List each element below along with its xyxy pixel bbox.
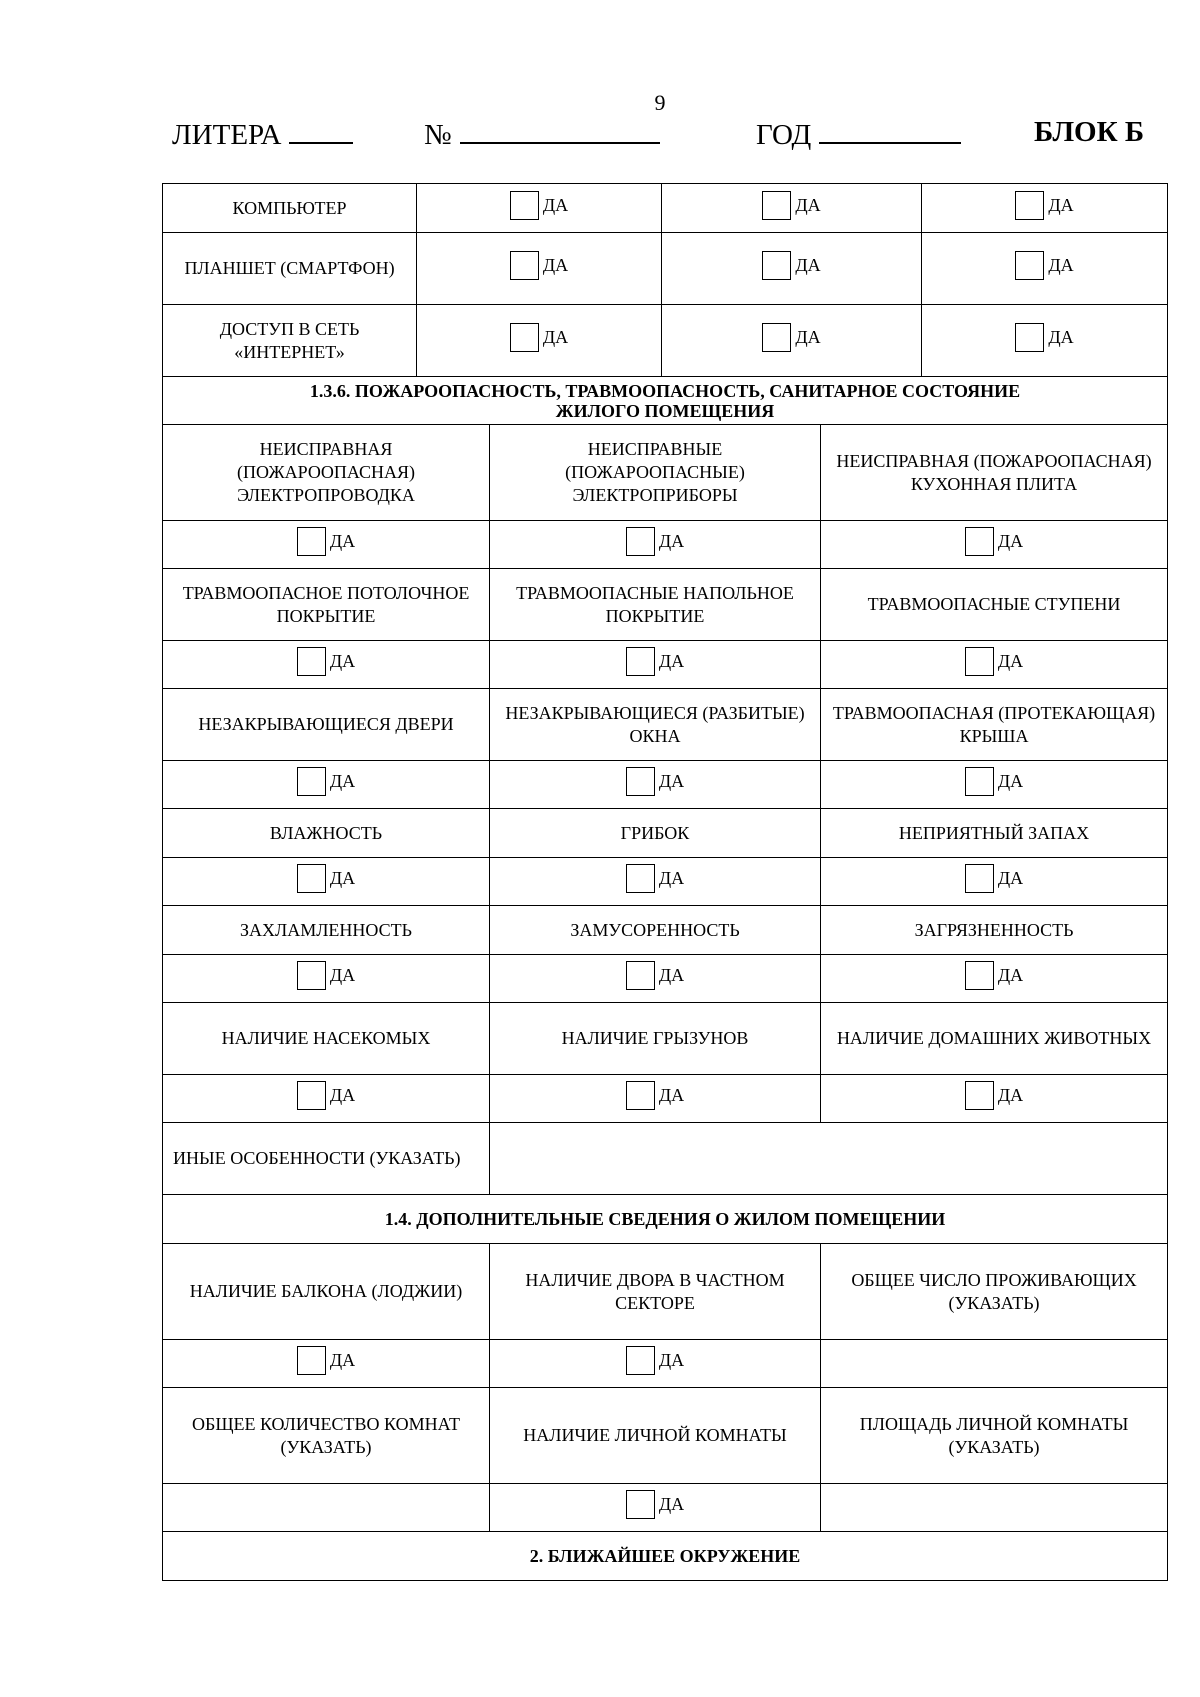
condition-label: НЕИСПРАВНАЯ (ПОЖАРООПАСНАЯ) КУХОННАЯ ПЛИТА bbox=[821, 425, 1168, 521]
yes-checkbox[interactable]: ДА bbox=[965, 767, 1023, 796]
yes-checkbox[interactable]: ДА bbox=[762, 323, 820, 352]
condition-label: ТРАВМООПАСНЫЕ СТУПЕНИ bbox=[821, 569, 1168, 641]
yes-checkbox[interactable]: ДА bbox=[965, 864, 1023, 893]
yes-checkbox[interactable]: ДА bbox=[965, 527, 1023, 556]
yes-checkbox[interactable]: ДА bbox=[965, 961, 1023, 990]
residents-count-field[interactable] bbox=[821, 1340, 1168, 1388]
table-row bbox=[163, 858, 1168, 906]
yes-checkbox[interactable]: ДА bbox=[626, 1490, 684, 1519]
table-row bbox=[163, 906, 1168, 955]
yes-checkbox[interactable]: ДА bbox=[297, 864, 355, 893]
number-field[interactable] bbox=[424, 116, 660, 152]
table-row bbox=[163, 1075, 1168, 1123]
table-row bbox=[163, 425, 1168, 521]
yes-checkbox[interactable]: ДА bbox=[510, 191, 568, 220]
table-row bbox=[163, 184, 1168, 233]
yes-checkbox[interactable]: ДА bbox=[965, 647, 1023, 676]
block-label: БЛОК Б bbox=[1034, 116, 1145, 148]
section-title-row bbox=[163, 1195, 1168, 1244]
yes-checkbox[interactable]: ДА bbox=[297, 647, 355, 676]
section-136-title: 1.3.6. ПОЖАРООПАСНОСТЬ, ТРАВМООПАСНОСТЬ, САНИТАРНОЕ СОСТОЯНИЕ ЖИЛОГО ПОМЕЩЕНИЯ bbox=[163, 377, 1168, 425]
condition-label: НАЛИЧИЕ ГРЫЗУНОВ bbox=[490, 1003, 821, 1075]
yes-checkbox[interactable]: ДА bbox=[297, 767, 355, 796]
yes-checkbox[interactable]: ДА bbox=[965, 1081, 1023, 1110]
number-label: № bbox=[424, 119, 452, 151]
condition-label: НЕЗАКРЫВАЮЩИЕСЯ (РАЗБИТЫЕ) ОКНА bbox=[490, 689, 821, 761]
yes-checkbox[interactable]: ДА bbox=[626, 961, 684, 990]
table-row bbox=[163, 761, 1168, 809]
yes-checkbox[interactable]: ДА bbox=[626, 527, 684, 556]
table-row bbox=[163, 1003, 1168, 1075]
condition-label: ВЛАЖНОСТЬ bbox=[163, 809, 490, 858]
year-line[interactable] bbox=[819, 116, 961, 144]
room-area-field[interactable] bbox=[821, 1484, 1168, 1532]
section-14-title: 1.4. ДОПОЛНИТЕЛЬНЫЕ СВЕДЕНИЯ О ЖИЛОМ ПОМЕЩЕНИИ bbox=[163, 1195, 1168, 1244]
number-line[interactable] bbox=[460, 116, 660, 144]
device-label: ПЛАНШЕТ (СМАРТФОН) bbox=[163, 233, 417, 305]
yes-checkbox[interactable]: ДА bbox=[626, 767, 684, 796]
condition-label: ТРАВМООПАСНАЯ (ПРОТЕКАЮЩАЯ) КРЫША bbox=[821, 689, 1168, 761]
yes-checkbox[interactable]: ДА bbox=[626, 647, 684, 676]
table-row bbox=[163, 1123, 1168, 1195]
yes-checkbox[interactable]: ДА bbox=[510, 251, 568, 280]
condition-label: ЗАГРЯЗНЕННОСТЬ bbox=[821, 906, 1168, 955]
yes-checkbox[interactable]: ДА bbox=[510, 323, 568, 352]
table-row bbox=[163, 641, 1168, 689]
table-row bbox=[163, 1388, 1168, 1484]
table-row bbox=[163, 1484, 1168, 1532]
table-row bbox=[163, 809, 1168, 858]
litera-line[interactable] bbox=[289, 116, 353, 144]
info-label: ОБЩЕЕ ЧИСЛО ПРОЖИВАЮЩИХ (УКАЗАТЬ) bbox=[821, 1244, 1168, 1340]
condition-label: ЗАМУСОРЕННОСТЬ bbox=[490, 906, 821, 955]
table-row bbox=[163, 1244, 1168, 1340]
yes-checkbox[interactable]: ДА bbox=[297, 1081, 355, 1110]
other-features-label: ИНЫЕ ОСОБЕННОСТИ (УКАЗАТЬ) bbox=[163, 1123, 490, 1195]
yes-checkbox[interactable]: ДА bbox=[1015, 191, 1073, 220]
table-row bbox=[163, 689, 1168, 761]
yes-checkbox[interactable]: ДА bbox=[297, 527, 355, 556]
condition-label: НЕЗАКРЫВАЮЩИЕСЯ ДВЕРИ bbox=[163, 689, 490, 761]
yes-checkbox[interactable]: ДА bbox=[762, 251, 820, 280]
yes-checkbox[interactable]: ДА bbox=[626, 1081, 684, 1110]
yes-checkbox[interactable]: ДА bbox=[1015, 323, 1073, 352]
yes-checkbox[interactable]: ДА bbox=[297, 1346, 355, 1375]
section-2-title: 2. БЛИЖАЙШЕЕ ОКРУЖЕНИЕ bbox=[163, 1532, 1168, 1581]
litera-label: ЛИТЕРА bbox=[172, 119, 282, 151]
condition-label: ГРИБОК bbox=[490, 809, 821, 858]
devices-table bbox=[162, 183, 1168, 377]
litera-field[interactable] bbox=[172, 116, 353, 152]
page-number: 9 bbox=[654, 90, 666, 115]
section-title-row bbox=[163, 377, 1168, 425]
condition-label: НЕИСПРАВНАЯ (ПОЖАРООПАСНАЯ) ЭЛЕКТРОПРОВОДКА bbox=[163, 425, 490, 521]
condition-label: ЗАХЛАМЛЕННОСТЬ bbox=[163, 906, 490, 955]
info-label: НАЛИЧИЕ БАЛКОНА (ЛОДЖИИ) bbox=[163, 1244, 490, 1340]
condition-label: НЕПРИЯТНЫЙ ЗАПАХ bbox=[821, 809, 1168, 858]
condition-label: НАЛИЧИЕ НАСЕКОМЫХ bbox=[163, 1003, 490, 1075]
year-field[interactable] bbox=[756, 116, 961, 152]
yes-checkbox[interactable]: ДА bbox=[297, 961, 355, 990]
device-label: ДОСТУП В СЕТЬ «ИНТЕРНЕТ» bbox=[163, 305, 417, 377]
device-label: КОМПЬЮТЕР bbox=[163, 184, 417, 233]
yes-checkbox[interactable]: ДА bbox=[1015, 251, 1073, 280]
info-label: НАЛИЧИЕ ДВОРА В ЧАСТНОМ СЕКТОРЕ bbox=[490, 1244, 821, 1340]
condition-label: НАЛИЧИЕ ДОМАШНИХ ЖИВОТНЫХ bbox=[821, 1003, 1168, 1075]
other-features-field[interactable] bbox=[490, 1123, 1168, 1195]
yes-checkbox[interactable]: ДА bbox=[762, 191, 820, 220]
yes-checkbox[interactable]: ДА bbox=[626, 1346, 684, 1375]
table-row bbox=[163, 305, 1168, 377]
info-label: ОБЩЕЕ КОЛИЧЕСТВО КОМНАТ (УКАЗАТЬ) bbox=[163, 1388, 490, 1484]
section-title-row bbox=[163, 1532, 1168, 1581]
table-row bbox=[163, 569, 1168, 641]
table-row bbox=[163, 521, 1168, 569]
condition-label: НЕИСПРАВНЫЕ (ПОЖАРООПАСНЫЕ) ЭЛЕКТРОПРИБОРЫ bbox=[490, 425, 821, 521]
conditions-table bbox=[162, 376, 1168, 1581]
info-label: ПЛОЩАДЬ ЛИЧНОЙ КОМНАТЫ (УКАЗАТЬ) bbox=[821, 1388, 1168, 1484]
year-label: ГОД bbox=[756, 119, 812, 151]
table-row bbox=[163, 1340, 1168, 1388]
yes-checkbox[interactable]: ДА bbox=[626, 864, 684, 893]
condition-label: ТРАВМООПАСНОЕ ПОТОЛОЧНОЕ ПОКРЫТИЕ bbox=[163, 569, 490, 641]
rooms-count-field[interactable] bbox=[163, 1484, 490, 1532]
condition-label: ТРАВМООПАСНЫЕ НАПОЛЬНОЕ ПОКРЫТИЕ bbox=[490, 569, 821, 641]
table-row bbox=[163, 233, 1168, 305]
info-label: НАЛИЧИЕ ЛИЧНОЙ КОМНАТЫ bbox=[490, 1388, 821, 1484]
table-row bbox=[163, 955, 1168, 1003]
